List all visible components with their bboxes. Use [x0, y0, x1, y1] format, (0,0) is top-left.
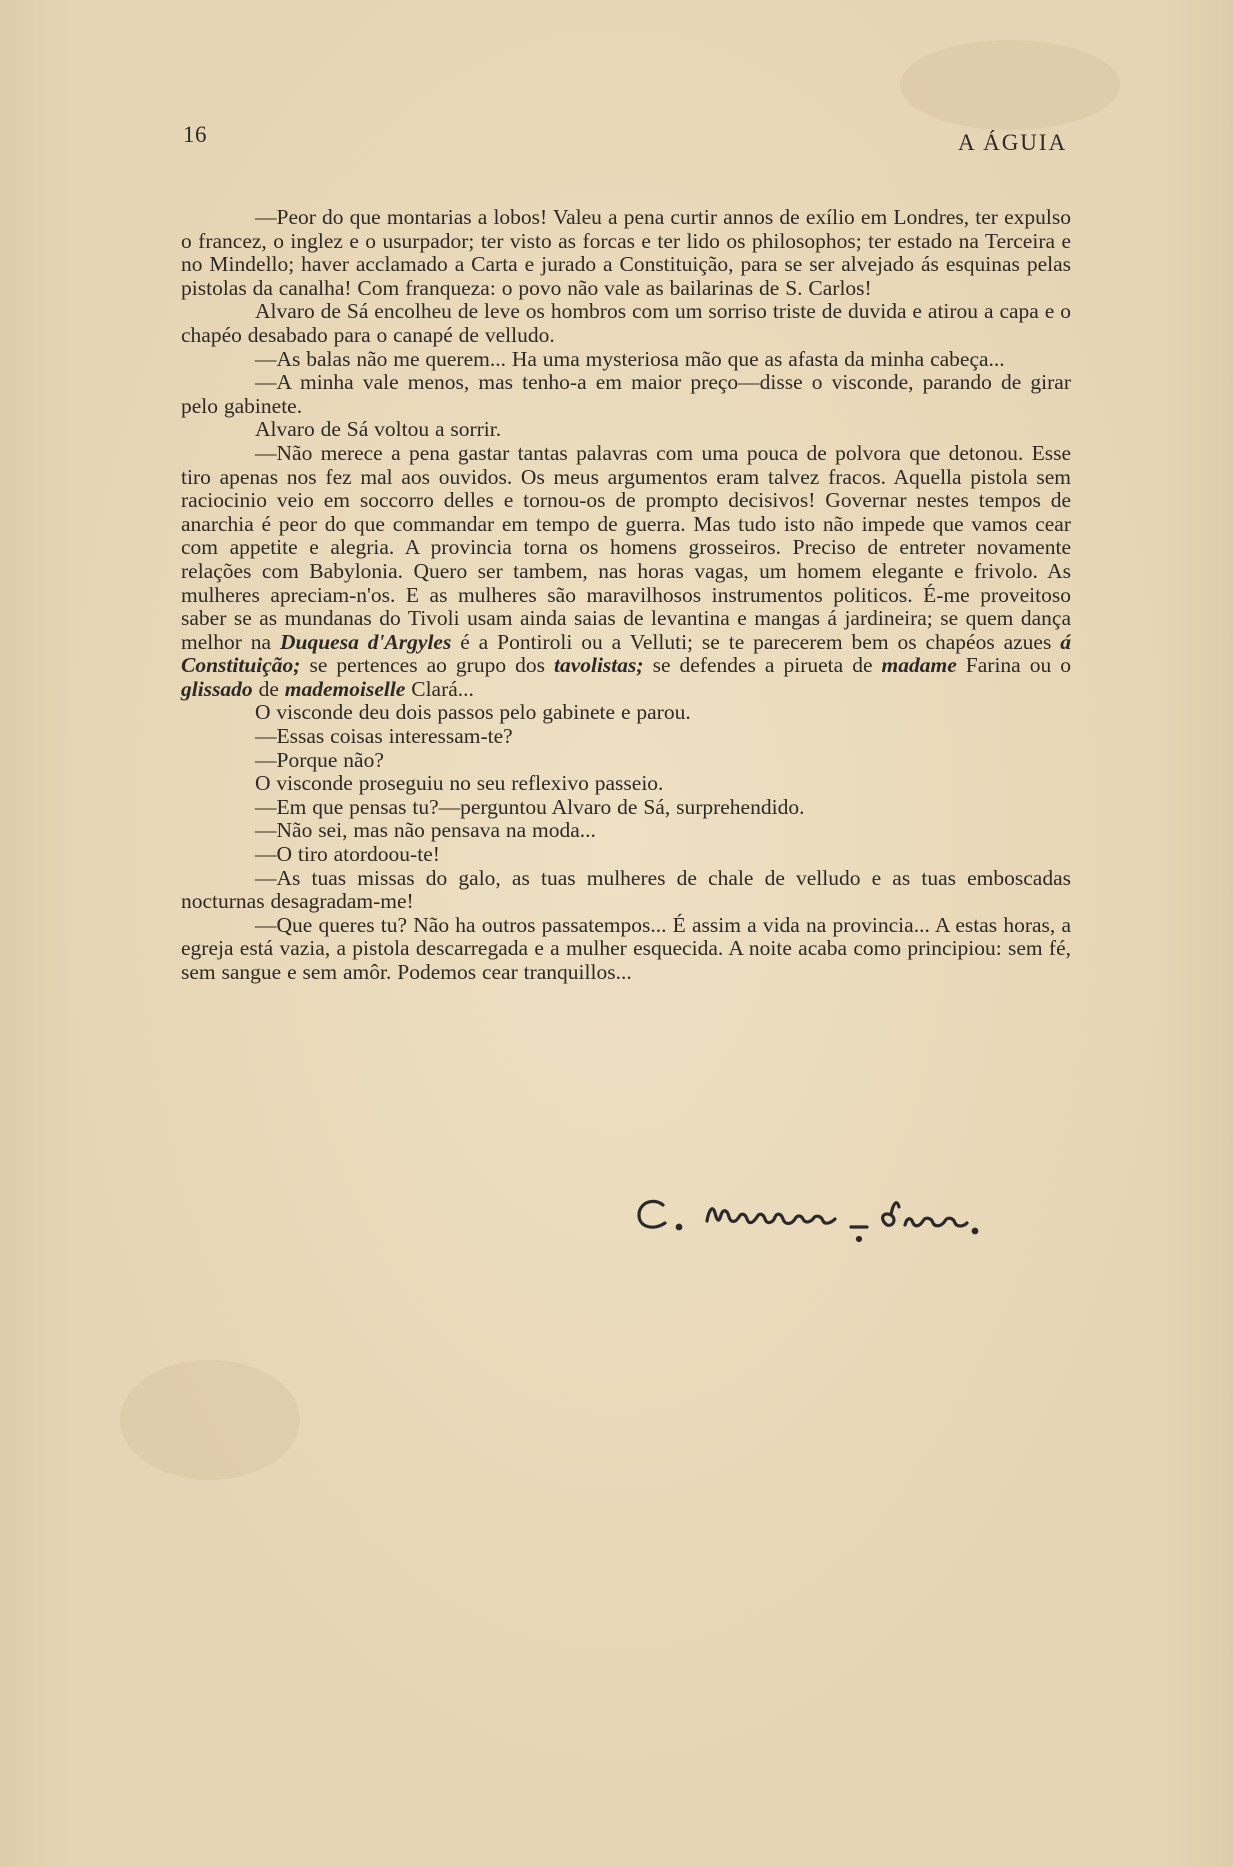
text-run: —Porque não?	[255, 747, 384, 772]
text-run: —As balas não me querem... Ha uma mysteriosa mão que as afasta da minha cabeça...	[255, 346, 1005, 371]
text-run: —Não merece a pena gastar tantas palavras com uma pouca de polvora que detonou. Esse tiro apenas nos fez mal aos ouvidos. Os meus argumentos eram talvez fracos. Aquella pistola sem raciocinio veio em soccorro delles e tornou-os de prompto decisivos! Governar nestes tempos de anarchia é peor do que commandar em tempo de guerra. Mas tudo isto não impede que vamos cear com appetite e alegria. A provincia torna os homens grosseiros. Preciso de entreter novamente relações com Babylonia. Quero ser tambem, nas horas vagas, um homem elegante e frivolo. As mulheres apreciam-n'os. E as mulheres são maravilhosos instrumentos politicos. É-me proveitoso saber se as mundanas do Tivoli usam ainda saias de levantina e mangas á jardineira; se quem dança melhor na	[181, 440, 1071, 654]
text-run: Alvaro de Sá voltou a sorrir.	[255, 417, 502, 442]
paragraph	[181, 749, 1071, 773]
italic-text: Duquesa d'Argyles	[279, 629, 452, 654]
paragraph	[181, 206, 1071, 300]
text-run: —A minha vale menos, mas tenho-a em maior preço—disse o visconde, parando de girar pelo gabinete.	[181, 370, 1071, 418]
paragraph	[181, 843, 1071, 867]
text-run: —Não sei, mas não pensava na moda...	[255, 818, 596, 843]
italic-text: tavolistas;	[553, 653, 644, 678]
paragraph	[181, 867, 1071, 914]
text-run: Farina ou o	[956, 653, 1071, 678]
running-head: A ÁGUIA	[958, 130, 1068, 155]
text-run: Alvaro de Sá encolheu de leve os hombros com um sorriso triste de duvida e atirou a capa e o chapéo desabado para o canapé de velludo.	[181, 299, 1071, 347]
paragraph	[181, 772, 1071, 796]
text-run: é a Pontiroli ou a Velluti; se te parecerem bem os chapéos azues	[451, 629, 1061, 654]
italic-text: á Constituição;	[181, 629, 1071, 678]
paragraph	[181, 701, 1071, 725]
page-number: 16	[183, 122, 207, 147]
handwritten-signature	[635, 1185, 1065, 1255]
paragraph	[181, 300, 1071, 347]
italic-text: madame	[881, 653, 957, 678]
text-run: Clará...	[405, 676, 474, 701]
text-run: de	[252, 676, 285, 701]
text-run: O visconde proseguiu no seu reflexivo passeio.	[255, 771, 664, 796]
text-run: —Peor do que montarias a lobos! Valeu a pena curtir annos de exílio em Londres, ter expulso o francez, o inglez e o usurpador; ter visto as forcas e ter lido os philosophos; ter estado na Terceira e no Mindello; haver acclamado a Carta e jurado a Constituição, para se ser alvejado ás esquinas pelas pistolas da canalha! Com franqueza: o povo não vale as bailarinas de S. Carlos!	[181, 205, 1071, 300]
text-run: —O tiro atordoou-te!	[255, 842, 440, 867]
italic-text: mademoiselle	[284, 676, 406, 701]
paragraph	[181, 796, 1071, 820]
body-text	[181, 206, 1071, 985]
text-run: —As tuas missas do galo, as tuas mulheres de chale de velludo e as tuas emboscadas nocturnas desagradam-me!	[181, 865, 1071, 914]
text-run: —Em que pensas tu?—perguntou Alvaro de Sá, surprehendido.	[255, 794, 805, 819]
text-run: —Que queres tu? Não ha outros passatempos... É assim a vida na provincia... A estas horas, a egreja está vazia, a pistola descarregada e a mulher esquecida. A noite acaba como principiou: sem fé, sem sangue e sem amôr. Podemos cear tranquillos...	[181, 912, 1071, 984]
paragraph	[181, 819, 1071, 843]
paragraph	[181, 348, 1071, 372]
paragraph	[181, 914, 1071, 985]
italic-text: glissado	[181, 676, 253, 701]
paper-stain	[120, 1360, 300, 1480]
paragraph	[181, 725, 1071, 749]
text-run: se pertences ao grupo dos	[300, 653, 554, 678]
paper-stain	[900, 40, 1120, 130]
text-run: O visconde deu dois passos pelo gabinete e parou.	[255, 700, 691, 725]
paragraph	[181, 442, 1071, 702]
paragraph	[181, 418, 1071, 442]
text-run: se defendes a pirueta de	[643, 653, 882, 678]
paragraph	[181, 371, 1071, 418]
text-run: —Essas coisas interessam-te?	[255, 724, 513, 749]
